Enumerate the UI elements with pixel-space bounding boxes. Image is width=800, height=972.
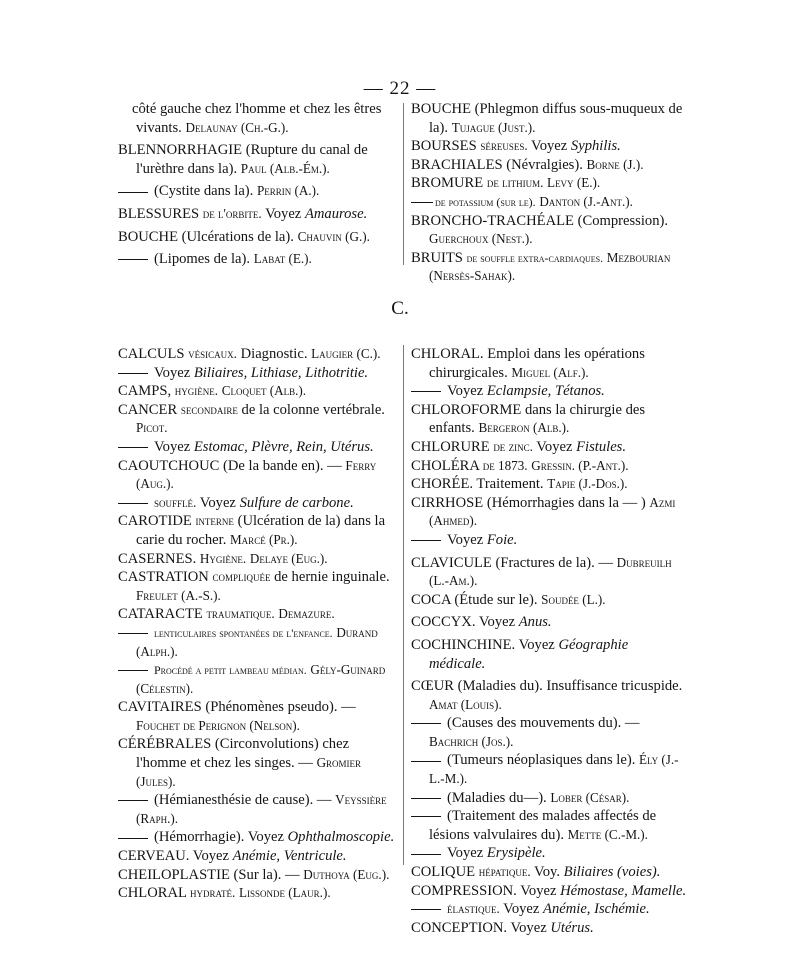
index-entry: CATARACTE traumatique. Demazure. — [118, 606, 335, 623]
repeat-dash — [411, 391, 441, 392]
index-entry: COCHINCHINE. Voyez Géographie médicale. — [411, 636, 629, 672]
index-entry: (Maladies du—). Lober (César). — [411, 789, 685, 808]
index-entry: CHLORURE de zinc. Voyez Fistules. — [411, 438, 627, 455]
index-entry: CAVITAIRES (Phénomènes pseudo). — Fouchet de Perignon (Nelson). — [118, 699, 356, 733]
repeat-dash — [118, 503, 148, 504]
section-letter: C. — [391, 298, 409, 319]
repeat-dash — [118, 192, 148, 193]
index-entry: soufflé. Voyez Sulfure de carbone. — [118, 494, 398, 513]
repeat-dash — [411, 202, 433, 203]
page-number: — 22 — — [363, 78, 437, 99]
repeat-dash — [118, 447, 148, 448]
index-entry: BRUITS de souffle extra-cardiaques. Mezbourian (Nersès-Sahak). — [411, 249, 671, 284]
repeat-dash — [411, 723, 441, 724]
index-entry: CLAVICULE (Fractures de la). — Dubreuilh (L.-Am.). — [411, 554, 672, 589]
index-entry: CHLORAL. Emploi dans les opérations chirurgicales. Miguel (Alf.). — [411, 346, 645, 381]
index-entry: (Tumeurs néoplasiques dans le). Ély (J.-L.-M.). — [411, 751, 685, 788]
repeat-dash — [411, 909, 441, 910]
index-entry: CANCER secondaire de la colonne vertébrale. Picot. — [118, 401, 385, 436]
index-entry: BLENNORRHAGIE (Rupture du canal de l'urèthre dans la). Paul (Alb.-Ém.). — [118, 142, 368, 177]
index-entry: BOUCHE (Ulcérations de la). Chauvin (G.). — [118, 228, 370, 245]
column-rule-top — [403, 103, 404, 265]
repeat-dash — [118, 633, 148, 634]
main-right-column — [411, 345, 685, 937]
main-left-column — [118, 345, 398, 903]
index-entry: CAOUTCHOUC (De la bande en). — Ferry (Aug.). — [118, 457, 377, 492]
index-entry: (Cystite dans la). Perrin (A.). — [118, 182, 398, 201]
index-entry: CHLORAL hydraté. Lissonde (Laur.). — [118, 885, 331, 902]
repeat-dash — [118, 670, 148, 671]
index-entry: Procédé a petit lambeau médian. Gély-Guinard (Célestin). — [118, 661, 398, 698]
index-entry: (Hémianesthésie de cause). — Veyssière (Raph.). — [118, 791, 398, 828]
index-entry: CHEILOPLASTIE (Sur la). — Duthoya (Eug.). — [118, 866, 390, 883]
repeat-dash — [118, 373, 148, 374]
index-entry: BRONCHO-TRACHÉALE (Compression). Guerchoux (Nest.). — [411, 212, 669, 247]
index-entry: CASTRATION compliquée de hernie inguinale. Freulet (A.-S.). — [118, 569, 390, 603]
index-entry: BROMURE de lithium. Levy (E.). — [411, 175, 601, 192]
index-entry: BOUCHE (Phlegmon diffus sous-muqueux de la). Tujague (Just.). — [411, 101, 683, 136]
repeat-dash — [411, 816, 441, 817]
repeat-dash — [411, 761, 441, 762]
index-entry: Voyez Foie. — [411, 531, 685, 550]
index-entry: lenticulaires spontanées de l'enfance. Durand (Alph.). — [118, 624, 398, 661]
index-entry: (Lipomes de la). Labat (E.). — [118, 250, 398, 269]
index-entry: BRACHIALES (Névralgies). Borne (J.). — [411, 156, 644, 173]
index-entry: CÉRÉBRALES (Circonvolutions) chez l'homme et chez les singes. — Gromier (Jules). — [118, 736, 362, 789]
index-entry: CHORÉE. Traitement. Tapie (J.-Dos.). — [411, 476, 628, 493]
index-entry: CŒUR (Maladies du). Insuffisance tricuspide. Amat (Louis). — [411, 678, 683, 712]
index-entry: CAROTIDE interne (Ulcération de la) dans la carie du rocher. Marcé (Pr.). — [118, 513, 386, 548]
index-entry: CHLOROFORME dans la chirurgie des enfants. Bergeron (Alb.). — [411, 401, 646, 437]
repeat-dash — [118, 838, 148, 839]
index-entry: COLIQUE hépatique. Voy. Biliaires (voies). — [411, 864, 661, 881]
repeat-dash — [411, 798, 441, 799]
index-entry: élastique. Voyez Anémie, Ischémie. — [411, 900, 685, 919]
index-entry: CERVEAU. Voyez Anémie, Ventricule. — [118, 848, 347, 865]
index-entry: CHOLÉRA de 1873. Gressin. (P.-Ant.). — [411, 457, 629, 474]
index-entry: BLESSURES de l'orbite. Voyez Amaurose. — [118, 205, 368, 222]
index-entry: CALCULS vésicaux. Diagnostic. Laugier (C.). — [118, 346, 381, 362]
index-entry: de potassium (sur le). Danton (J.-Ant.). — [411, 193, 683, 212]
index-entry: CONCEPTION. Voyez Utérus. — [411, 919, 594, 936]
index-entry: (Causes des mouvements du). — Bachrich (Jos.). — [411, 714, 685, 751]
index-entry: COCA (Étude sur le). Soudée (L.). — [411, 591, 606, 608]
index-entry: Voyez Biliaires, Lithiase, Lithotritie. — [118, 364, 398, 383]
repeat-dash — [118, 800, 148, 801]
index-entry: Voyez Estomac, Plèvre, Rein, Utérus. — [118, 438, 398, 457]
repeat-dash — [411, 540, 441, 541]
repeat-dash — [118, 259, 148, 260]
column-rule-main — [403, 345, 404, 865]
index-entry: BOURSES séreuses. Voyez Syphilis. — [411, 138, 621, 155]
index-entry: (Hémorrhagie). Voyez Ophthalmoscopie. — [118, 828, 398, 847]
index-entry: Voyez Erysipèle. — [411, 844, 685, 863]
index-entry: CAMPS, hygiène. Cloquet (Alb.). — [118, 383, 307, 400]
index-entry: Voyez Eclampsie, Tétanos. — [411, 382, 685, 401]
index-entry: côté gauche chez l'homme et chez les êtres vivants. Delaunay (Ch.-G.). — [132, 101, 382, 136]
index-entry: (Traitement des malades affectés de lésions valvulaires du). Mette (C.-M.). — [411, 807, 685, 844]
repeat-dash — [411, 854, 441, 855]
index-entry: CIRRHOSE (Hémorrhagies dans la — ) Azmi (Ahmed). — [411, 494, 676, 529]
top-left-column — [118, 100, 398, 269]
index-entry: COMPRESSION. Voyez Hémostase, Mamelle. — [411, 882, 687, 899]
top-right-column — [411, 100, 683, 286]
index-entry: CASERNES. Hygiène. Delaye (Eug.). — [118, 550, 328, 567]
index-entry: COCCYX. Voyez Anus. — [411, 614, 552, 631]
